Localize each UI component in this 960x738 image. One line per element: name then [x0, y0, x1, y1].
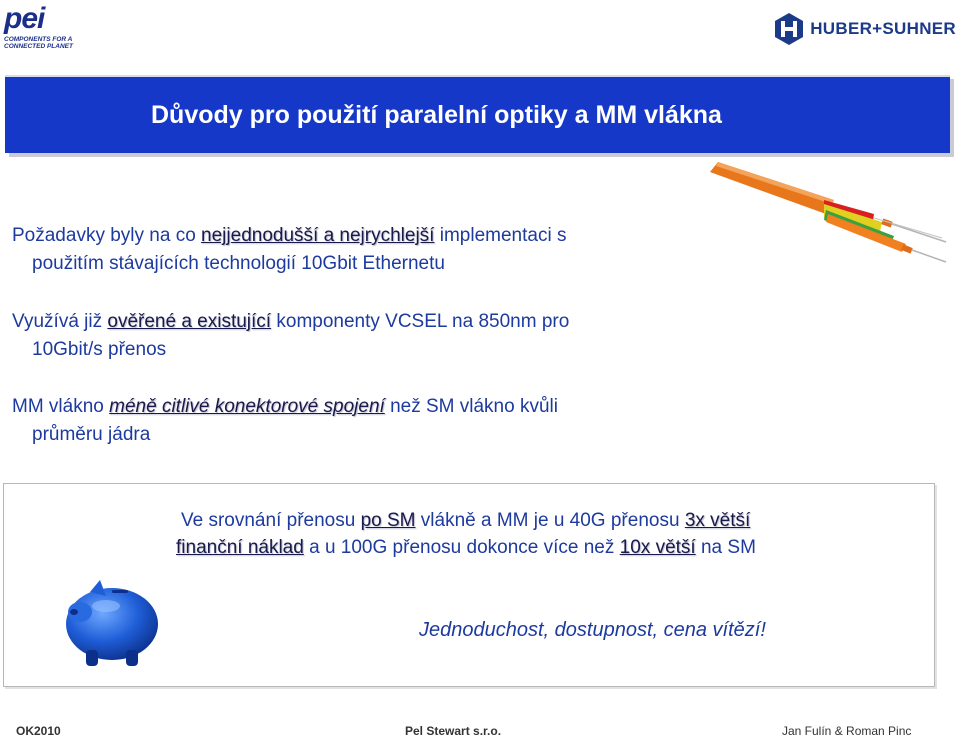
- bullet-2: [12, 308, 702, 364]
- pei-logo-text: pei: [4, 2, 45, 35]
- bullet-1-continuation: použitím stávajících technologií 10Gbit Ethernetu: [32, 253, 445, 274]
- box-line-1-emphasis-sm: po SM: [360, 510, 416, 531]
- pei-logo: [4, 4, 76, 60]
- bullet-3: [12, 393, 702, 449]
- box-line-1-text: Ve srovnání přenosu: [181, 510, 361, 531]
- bullet-3-text-after: než SM vlákno kvůli: [384, 396, 558, 417]
- box-line-2-emphasis-cost: finanční náklad: [176, 537, 304, 558]
- box-line-1-emphasis-3x: 3x větší: [684, 510, 751, 531]
- slide-title: Důvody pro použití paralelní optiky a MM vlákna: [151, 101, 722, 129]
- bullet-2-emphasis: ověřené a existující: [107, 311, 272, 332]
- huber-suhner-logo: [772, 12, 956, 46]
- piggy-bank-image: [60, 572, 164, 672]
- pei-logo-tagline: COMPONENTS FOR A CONNECTED PLANET: [4, 36, 73, 50]
- box-line-2-text-end: na SM: [695, 537, 756, 558]
- bullet-1: [12, 222, 702, 278]
- bullet-3-continuation: průměru jádra: [32, 424, 151, 445]
- bullet-2-text-after: komponenty VCSEL na 850nm pro: [271, 311, 570, 332]
- footer-left: OK2010: [16, 724, 61, 738]
- title-bar: [5, 75, 950, 153]
- box-line-1: [181, 508, 750, 534]
- bullet-3-emphasis: méně citlivé konektorové spojení: [109, 396, 385, 417]
- bullet-2-text: Využívá již: [12, 311, 108, 332]
- footer-center: Pel Stewart s.r.o.: [405, 724, 502, 738]
- box-line-1-text-mid: vlákně a MM je u 40G přenosu: [415, 510, 685, 531]
- box-line-2-emphasis-10x: 10x větší: [619, 537, 696, 558]
- bullet-1-text-after: implementaci s: [434, 225, 567, 246]
- slogan: Jednoduchost, dostupnost, cena vítězí!: [419, 619, 766, 641]
- footer-right: Jan Fulín & Roman Pinc: [782, 724, 912, 738]
- bullet-1-text: Požadavky byly na co: [12, 225, 202, 246]
- highlight-box: [3, 483, 935, 687]
- box-line-2: [176, 535, 756, 561]
- bullet-2-continuation: 10Gbit/s přenos: [32, 339, 167, 360]
- huber-suhner-logo-text: HUBER+SUHNER: [810, 19, 956, 38]
- bullet-3-text: MM vlákno: [12, 396, 110, 417]
- bullet-1-emphasis: nejjednodušší a nejrychlejší: [201, 225, 435, 246]
- fiber-cable-image: [706, 158, 952, 270]
- huber-suhner-mark-icon: [772, 12, 806, 46]
- box-line-2-text: a u 100G přenosu dokonce více než: [303, 537, 620, 558]
